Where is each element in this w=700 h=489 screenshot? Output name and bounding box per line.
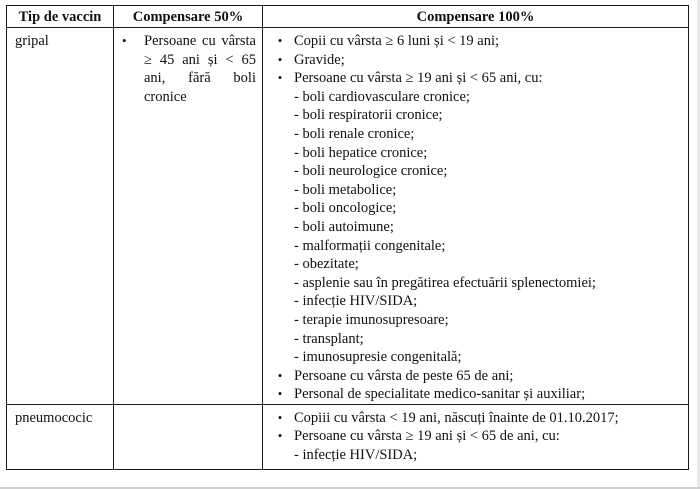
condition-sublist <box>294 88 684 367</box>
sublist-item: - asplenie sau în pregătirea efectuării splenectomiei; <box>294 274 596 291</box>
list-item-text: Persoane cu vârsta de peste 65 de ani; <box>294 367 514 384</box>
sublist-item: - boli renale cronice; <box>294 125 415 142</box>
list-item-text: Copii cu vârsta ≥ 6 luni și < 19 ani; <box>294 33 500 49</box>
bullet-icon: • <box>122 33 127 48</box>
bullet-icon: • <box>277 428 283 444</box>
sublist-item: - transplant; <box>294 330 364 347</box>
list-item-text: Copiii cu vârsta < 19 ani, născuți înainte de 01.10.2017; <box>294 409 619 426</box>
sublist-item: - boli oncologice; <box>294 200 397 217</box>
sublist-item: - boli hepatice cronice; <box>294 144 428 161</box>
list-item-text: Gravide; <box>294 51 345 68</box>
sublist-item: - boli neurologice cronice; <box>294 163 448 180</box>
list-item <box>273 427 684 464</box>
compensation-100-cell <box>263 404 689 469</box>
bullet-icon: • <box>277 51 283 67</box>
list-item <box>273 32 684 51</box>
list-item <box>122 32 256 106</box>
bullet-icon: • <box>277 386 283 402</box>
table-header-row <box>7 6 689 28</box>
table-row-gripal <box>7 28 689 405</box>
sublist-item: - infecție HIV/SIDA; <box>294 447 418 464</box>
list-item <box>273 409 684 428</box>
vaccine-name-cell: gripal <box>7 28 114 405</box>
compensation-50-cell <box>114 28 263 405</box>
sublist-item: - imunosupresie congenitală; <box>294 349 462 366</box>
sublist-item: - boli cardiovasculare cronice; <box>294 88 470 105</box>
list-item-text: Persoane cu vârsta ≥ 19 ani și < 65 de ani, cu: <box>294 428 560 445</box>
vaccine-name-cell: pneumococic <box>7 404 114 469</box>
header-compensation-50: Compensare 50% <box>114 6 263 28</box>
compensation-100-cell <box>263 28 689 405</box>
list-item <box>273 51 684 70</box>
sublist-item: - boli respiratorii cronice; <box>294 107 443 124</box>
list-item <box>273 385 684 404</box>
sublist-item: - infecție HIV/SIDA; <box>294 293 418 310</box>
sublist-item: - terapie imunosupresoare; <box>294 311 449 328</box>
sublist-item: - malformații congenitale; <box>294 237 446 254</box>
bullet-icon: • <box>277 70 283 86</box>
list-item <box>273 69 684 367</box>
sublist-item: - obezitate; <box>294 256 359 273</box>
header-compensation-100: Compensare 100% <box>263 6 689 28</box>
bullet-icon: • <box>277 409 283 425</box>
header-vaccine-type: Tip de vaccin <box>7 6 114 28</box>
list-item-text: Persoane cu vârsta ≥ 19 ani și < 65 ani, cu: <box>294 70 543 87</box>
list-item <box>273 367 684 386</box>
list-item-text: Persoane cu vârsta ≥ 45 ani și < 65 ani, fără boli cronice <box>144 33 256 105</box>
list-item-text: Personal de specialitate medico-sanitar și auxiliar; <box>294 386 586 403</box>
vaccine-compensation-table <box>6 5 689 470</box>
sublist-item: - boli autoimune; <box>294 218 394 235</box>
condition-sublist <box>294 446 684 465</box>
compensation-50-cell <box>114 404 263 469</box>
bullet-icon: • <box>277 367 283 383</box>
table-row-pneumococic <box>7 404 689 469</box>
bullet-icon: • <box>277 33 283 48</box>
sublist-item: - boli metabolice; <box>294 181 397 198</box>
